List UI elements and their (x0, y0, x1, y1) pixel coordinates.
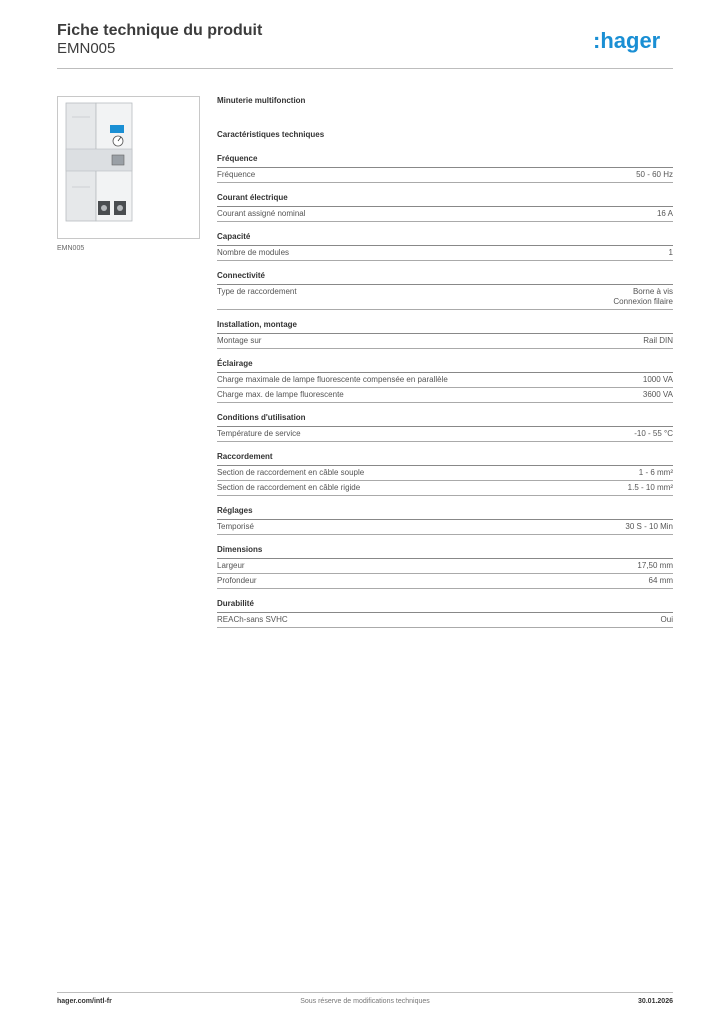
section-title: Installation, montage (217, 320, 673, 334)
spec-value (637, 561, 673, 571)
spec-value-text: 30 S - 10 Min (625, 522, 673, 531)
spec-label: Largeur (217, 561, 245, 570)
section-title: Capacité (217, 232, 673, 246)
spec-label: Courant assigné nominal (217, 209, 306, 218)
spec-sections (217, 154, 673, 628)
spec-value-text: 1 - 6 mm² (638, 468, 673, 477)
section-title: Conditions d'utilisation (217, 413, 673, 427)
section-title: Réglages (217, 506, 673, 520)
timer-device-icon (58, 97, 199, 238)
spec-value-text: Rail DIN (643, 336, 673, 345)
spec-row (217, 481, 673, 496)
spec-value (613, 287, 673, 307)
spec-row (217, 520, 673, 535)
header-divider (57, 68, 673, 69)
spec-value-text-2: Connexion filaire (613, 297, 673, 306)
spec-label: REACh-sans SVHC (217, 615, 288, 624)
spec-label: Nombre de modules (217, 248, 290, 257)
spec-value-text: Borne à vis (632, 287, 673, 296)
spec-row (217, 285, 673, 310)
section-title: Courant électrique (217, 193, 673, 207)
page-title: Fiche technique du produit (57, 22, 263, 39)
spec-value-text: Oui (660, 615, 673, 624)
spec-row (217, 559, 673, 574)
spec-label: Profondeur (217, 576, 257, 585)
photo-caption: EMN005 (57, 245, 85, 252)
specifications (217, 96, 673, 628)
spec-label: Température de service (217, 429, 301, 438)
section-title: Connectivité (217, 271, 673, 285)
spec-label: Fréquence (217, 170, 256, 179)
spec-label: Montage sur (217, 336, 262, 345)
product-name: Minuterie multifonction (217, 96, 306, 105)
svg-text::hager: :hager (593, 28, 661, 53)
spec-value-text: 17,50 mm (637, 561, 673, 570)
spec-section (217, 545, 673, 589)
spec-row (217, 427, 673, 442)
hager-logo (593, 28, 673, 54)
product-photo (57, 96, 200, 239)
footer-website[interactable]: hager.com/intl-fr (57, 998, 112, 1005)
spec-value-text: -10 - 55 °C (634, 429, 673, 438)
spec-value (634, 429, 673, 439)
product-reference: EMN005 (57, 40, 116, 57)
spec-value-text: 1.5 - 10 mm² (627, 483, 673, 492)
spec-section (217, 154, 673, 183)
spec-label: Temporisé (217, 522, 254, 531)
section-title: Raccordement (217, 452, 673, 466)
spec-value (661, 615, 673, 625)
spec-row (217, 613, 673, 628)
spec-value (639, 468, 673, 478)
page-footer (57, 998, 673, 1010)
spec-value-text: 16 A (656, 209, 673, 218)
spec-section (217, 413, 673, 442)
spec-row (217, 168, 673, 183)
footer-date: 30.01.2026 (637, 998, 673, 1005)
spec-section (217, 271, 673, 310)
spec-row (217, 334, 673, 349)
spec-label: Type de raccordement (217, 287, 297, 296)
spec-row (217, 574, 673, 589)
spec-section (217, 320, 673, 349)
spec-value (643, 375, 673, 385)
spec-row (217, 373, 673, 388)
spec-label: Section de raccordement en câble rigide (217, 483, 361, 492)
section-title: Éclairage (217, 359, 673, 373)
spec-section (217, 506, 673, 535)
spec-section (217, 599, 673, 628)
spec-row (217, 207, 673, 222)
spec-section (217, 452, 673, 496)
spec-value (628, 483, 673, 493)
spec-row (217, 388, 673, 403)
spec-value (643, 336, 673, 346)
spec-section (217, 232, 673, 261)
spec-value (669, 248, 673, 258)
footer-divider (57, 992, 673, 993)
spec-section (217, 359, 673, 403)
spec-label: Section de raccordement en câble souple (217, 468, 365, 477)
spec-value (643, 390, 673, 400)
spec-label: Charge maximale de lampe fluorescente compensée en parallèle (217, 375, 448, 384)
spec-value (657, 209, 673, 219)
spec-value (636, 170, 673, 180)
spec-value (625, 522, 673, 532)
spec-value-text: 3600 VA (642, 390, 673, 399)
section-title: Durabilité (217, 599, 673, 613)
footer-disclaimer: Sous réserve de modifications techniques (300, 998, 430, 1005)
spec-value-text: 1 (668, 248, 673, 257)
spec-row (217, 466, 673, 481)
spec-row (217, 246, 673, 261)
spec-value (649, 576, 673, 586)
spec-value-text: 64 mm (648, 576, 673, 585)
tech-characteristics-heading: Caractéristiques techniques (217, 130, 325, 139)
page-header (57, 20, 673, 70)
spec-section (217, 193, 673, 222)
spec-value-text: 1000 VA (642, 375, 673, 384)
section-title: Dimensions (217, 545, 673, 559)
section-title: Fréquence (217, 154, 673, 168)
spec-value-text: 50 - 60 Hz (636, 170, 673, 179)
spec-label: Charge max. de lampe fluorescente (217, 390, 344, 399)
